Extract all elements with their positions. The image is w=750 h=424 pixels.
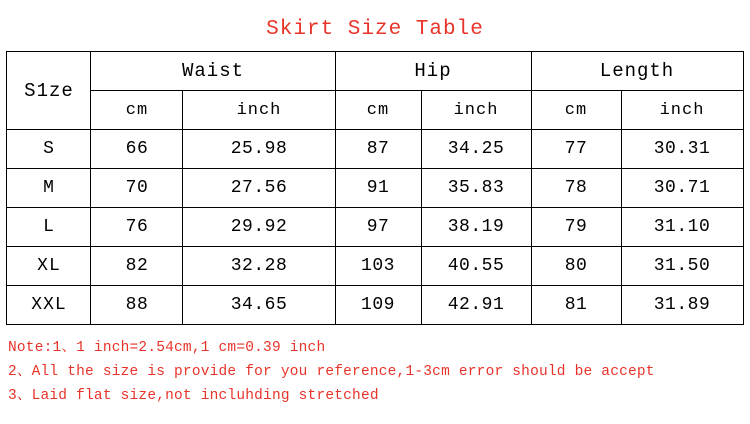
cell-size: L bbox=[7, 208, 91, 247]
cell-size: XXL bbox=[7, 286, 91, 325]
header-group-length: Length bbox=[531, 52, 743, 91]
cell-length-inch: 31.10 bbox=[621, 208, 743, 247]
table-row bbox=[7, 130, 743, 169]
cell-size: M bbox=[7, 169, 91, 208]
cell-hip-cm: 87 bbox=[335, 130, 421, 169]
cell-hip-cm: 91 bbox=[335, 169, 421, 208]
cell-waist-cm: 76 bbox=[91, 208, 183, 247]
note-line-3: 3、Laid flat size,not incluhding stretched bbox=[8, 387, 379, 404]
cell-waist-cm: 70 bbox=[91, 169, 183, 208]
header-size: S1ze bbox=[7, 52, 91, 130]
cell-hip-inch: 42.91 bbox=[421, 286, 531, 325]
table-header bbox=[7, 52, 743, 130]
header-waist-inch: inch bbox=[183, 91, 335, 130]
cell-waist-inch: 34.65 bbox=[183, 286, 335, 325]
cell-length-inch: 30.71 bbox=[621, 169, 743, 208]
cell-hip-cm: 103 bbox=[335, 247, 421, 286]
cell-waist-cm: 66 bbox=[91, 130, 183, 169]
header-hip-inch: inch bbox=[421, 91, 531, 130]
cell-size: XL bbox=[7, 247, 91, 286]
table-body bbox=[7, 130, 743, 325]
header-length-inch: inch bbox=[621, 91, 743, 130]
size-table bbox=[6, 51, 743, 325]
cell-hip-inch: 38.19 bbox=[421, 208, 531, 247]
notes-block bbox=[8, 337, 750, 409]
cell-waist-cm: 82 bbox=[91, 247, 183, 286]
cell-waist-cm: 88 bbox=[91, 286, 183, 325]
header-group-hip: Hip bbox=[335, 52, 531, 91]
cell-size: S bbox=[7, 130, 91, 169]
header-hip-cm: cm bbox=[335, 91, 421, 130]
cell-hip-inch: 40.55 bbox=[421, 247, 531, 286]
header-group-waist: Waist bbox=[91, 52, 335, 91]
cell-length-cm: 81 bbox=[531, 286, 621, 325]
cell-waist-inch: 25.98 bbox=[183, 130, 335, 169]
cell-hip-inch: 34.25 bbox=[421, 130, 531, 169]
note-line-1: Note:1、1 inch=2.54cm,1 cm=0.39 inch bbox=[8, 340, 326, 356]
cell-length-cm: 78 bbox=[531, 169, 621, 208]
table-row bbox=[7, 208, 743, 247]
cell-length-cm: 79 bbox=[531, 208, 621, 247]
note-line-2: 2、All the size is provide for you reference,1-3cm error should be accept bbox=[8, 363, 655, 380]
cell-hip-inch: 35.83 bbox=[421, 169, 531, 208]
cell-length-inch: 30.31 bbox=[621, 130, 743, 169]
page-title: Skirt Size Table bbox=[266, 18, 484, 41]
table-row bbox=[7, 169, 743, 208]
cell-hip-cm: 97 bbox=[335, 208, 421, 247]
table-header-row-units bbox=[7, 91, 743, 130]
cell-length-inch: 31.50 bbox=[621, 247, 743, 286]
table-row bbox=[7, 247, 743, 286]
cell-length-cm: 77 bbox=[531, 130, 621, 169]
cell-waist-inch: 32.28 bbox=[183, 247, 335, 286]
cell-length-cm: 80 bbox=[531, 247, 621, 286]
cell-hip-cm: 109 bbox=[335, 286, 421, 325]
cell-length-inch: 31.89 bbox=[621, 286, 743, 325]
header-waist-cm: cm bbox=[91, 91, 183, 130]
table-header-row-groups bbox=[7, 52, 743, 91]
cell-waist-inch: 27.56 bbox=[183, 169, 335, 208]
table-row bbox=[7, 286, 743, 325]
cell-waist-inch: 29.92 bbox=[183, 208, 335, 247]
header-length-cm: cm bbox=[531, 91, 621, 130]
